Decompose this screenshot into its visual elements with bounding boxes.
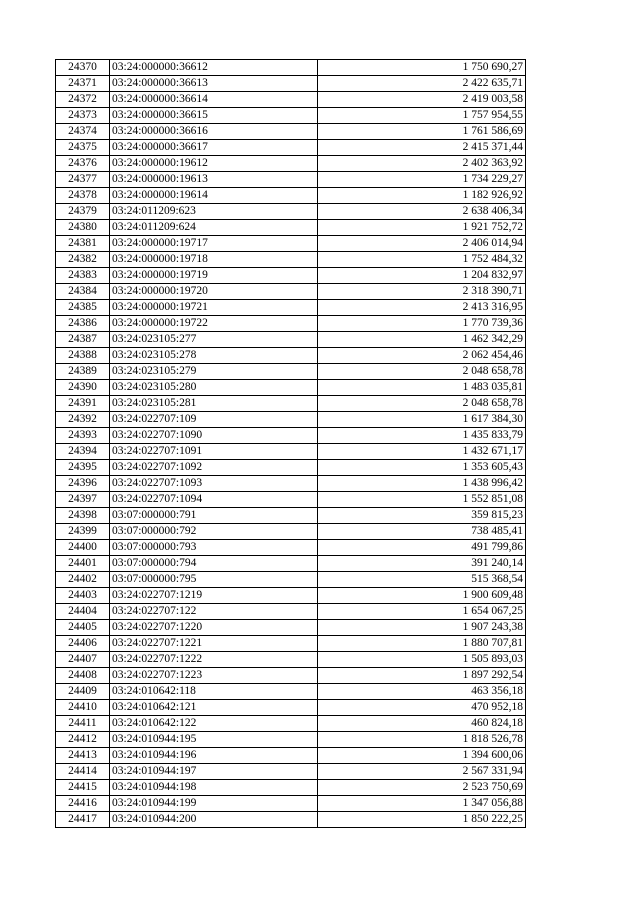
row-number-cell: 24394 [56,444,110,460]
cadastral-number-cell: 03:24:000000:19718 [110,252,318,268]
cadastral-number-cell: 03:24:010944:198 [110,780,318,796]
cadastral-number-cell: 03:24:023105:280 [110,380,318,396]
cadastral-number-cell: 03:24:022707:1222 [110,652,318,668]
cadastral-value-table [55,59,526,828]
table-row [56,380,526,396]
row-number-cell: 24372 [56,92,110,108]
cadastral-value-cell: 359 815,23 [318,508,526,524]
cadastral-value-cell: 1 818 526,78 [318,732,526,748]
table-row [56,364,526,380]
table-row [56,812,526,828]
cadastral-value-cell: 1 654 067,25 [318,604,526,620]
row-number-cell: 24415 [56,780,110,796]
row-number-cell: 24397 [56,492,110,508]
table-row [56,748,526,764]
row-number-cell: 24417 [56,812,110,828]
cadastral-value-cell: 1 353 605,43 [318,460,526,476]
cadastral-number-cell: 03:24:010642:118 [110,684,318,700]
cadastral-number-cell: 03:24:000000:19721 [110,300,318,316]
cadastral-number-cell: 03:24:000000:19613 [110,172,318,188]
row-number-cell: 24396 [56,476,110,492]
table-row [56,540,526,556]
row-number-cell: 24381 [56,236,110,252]
row-number-cell: 24400 [56,540,110,556]
table-row [56,316,526,332]
cadastral-value-cell: 1 438 996,42 [318,476,526,492]
cadastral-number-cell: 03:24:000000:36612 [110,60,318,76]
row-number-cell: 24409 [56,684,110,700]
cadastral-value-cell: 2 415 371,44 [318,140,526,156]
cadastral-value-cell: 1 617 384,30 [318,412,526,428]
table-row [56,460,526,476]
cadastral-value-cell: 1 394 600,06 [318,748,526,764]
row-number-cell: 24380 [56,220,110,236]
cadastral-number-cell: 03:24:023105:277 [110,332,318,348]
row-number-cell: 24384 [56,284,110,300]
cadastral-value-cell: 1 435 833,79 [318,428,526,444]
table-row [56,108,526,124]
cadastral-number-cell: 03:24:011209:624 [110,220,318,236]
table-row [56,652,526,668]
row-number-cell: 24395 [56,460,110,476]
cadastral-number-cell: 03:24:023105:278 [110,348,318,364]
cadastral-value-cell: 738 485,41 [318,524,526,540]
row-number-cell: 24370 [56,60,110,76]
cadastral-number-cell: 03:24:000000:36615 [110,108,318,124]
cadastral-value-cell: 2 048 658,78 [318,396,526,412]
row-number-cell: 24405 [56,620,110,636]
row-number-cell: 24385 [56,300,110,316]
row-number-cell: 24377 [56,172,110,188]
table-body [56,60,526,828]
table-row [56,172,526,188]
table-row [56,396,526,412]
cadastral-value-cell: 1 761 586,69 [318,124,526,140]
cadastral-value-cell: 1 900 609,48 [318,588,526,604]
row-number-cell: 24407 [56,652,110,668]
cadastral-value-cell: 1 432 671,17 [318,444,526,460]
row-number-cell: 24386 [56,316,110,332]
table-row [56,700,526,716]
row-number-cell: 24416 [56,796,110,812]
cadastral-value-cell: 1 880 707,81 [318,636,526,652]
row-number-cell: 24410 [56,700,110,716]
cadastral-value-cell: 1 770 739,36 [318,316,526,332]
table-row [56,124,526,140]
table-row [56,716,526,732]
cadastral-number-cell: 03:24:000000:19612 [110,156,318,172]
cadastral-number-cell: 03:07:000000:791 [110,508,318,524]
table-row [56,140,526,156]
table-row [56,60,526,76]
cadastral-value-cell: 2 523 750,69 [318,780,526,796]
cadastral-value-cell: 1 734 229,27 [318,172,526,188]
cadastral-value-cell: 1 182 926,92 [318,188,526,204]
cadastral-number-cell: 03:24:011209:623 [110,204,318,220]
table-row [56,684,526,700]
row-number-cell: 24412 [56,732,110,748]
row-number-cell: 24390 [56,380,110,396]
row-number-cell: 24408 [56,668,110,684]
cadastral-value-cell: 2 406 014,94 [318,236,526,252]
table-row [56,332,526,348]
cadastral-value-cell: 2 567 331,94 [318,764,526,780]
row-number-cell: 24413 [56,748,110,764]
cadastral-number-cell: 03:24:022707:1094 [110,492,318,508]
cadastral-value-cell: 1 204 832,97 [318,268,526,284]
cadastral-number-cell: 03:24:000000:19614 [110,188,318,204]
table-row [56,556,526,572]
cadastral-number-cell: 03:24:022707:1093 [110,476,318,492]
cadastral-number-cell: 03:24:000000:36613 [110,76,318,92]
row-number-cell: 24411 [56,716,110,732]
row-number-cell: 24401 [56,556,110,572]
table-row [56,300,526,316]
row-number-cell: 24398 [56,508,110,524]
row-number-cell: 24399 [56,524,110,540]
row-number-cell: 24374 [56,124,110,140]
row-number-cell: 24376 [56,156,110,172]
cadastral-value-cell: 391 240,14 [318,556,526,572]
cadastral-number-cell: 03:24:000000:19717 [110,236,318,252]
table-row [56,764,526,780]
row-number-cell: 24387 [56,332,110,348]
cadastral-value-cell: 1 921 752,72 [318,220,526,236]
row-number-cell: 24414 [56,764,110,780]
table-row [56,268,526,284]
cadastral-number-cell: 03:07:000000:792 [110,524,318,540]
row-number-cell: 24383 [56,268,110,284]
cadastral-number-cell: 03:24:022707:109 [110,412,318,428]
row-number-cell: 24378 [56,188,110,204]
table-row [56,252,526,268]
cadastral-value-cell: 463 356,18 [318,684,526,700]
row-number-cell: 24402 [56,572,110,588]
cadastral-value-cell: 515 368,54 [318,572,526,588]
table-row [56,236,526,252]
table-row [56,524,526,540]
table-row [56,604,526,620]
cadastral-value-cell: 1 750 690,27 [318,60,526,76]
table-row [56,204,526,220]
cadastral-value-cell: 1 462 342,29 [318,332,526,348]
cadastral-number-cell: 03:24:022707:122 [110,604,318,620]
cadastral-number-cell: 03:07:000000:793 [110,540,318,556]
cadastral-value-cell: 1 897 292,54 [318,668,526,684]
cadastral-number-cell: 03:07:000000:794 [110,556,318,572]
cadastral-number-cell: 03:24:010642:121 [110,700,318,716]
table-row [56,780,526,796]
table-row [56,508,526,524]
cadastral-value-cell: 460 824,18 [318,716,526,732]
cadastral-number-cell: 03:24:023105:279 [110,364,318,380]
table-row [56,348,526,364]
table-row [56,284,526,300]
cadastral-number-cell: 03:24:022707:1092 [110,460,318,476]
cadastral-number-cell: 03:24:010944:196 [110,748,318,764]
cadastral-number-cell: 03:24:022707:1091 [110,444,318,460]
table-row [56,188,526,204]
table-row [56,492,526,508]
table-row [56,732,526,748]
cadastral-number-cell: 03:24:010642:122 [110,716,318,732]
cadastral-number-cell: 03:24:022707:1223 [110,668,318,684]
table-row [56,76,526,92]
table-row [56,572,526,588]
cadastral-number-cell: 03:24:010944:197 [110,764,318,780]
cadastral-value-cell: 1 505 893,03 [318,652,526,668]
table-row [56,92,526,108]
cadastral-number-cell: 03:24:023105:281 [110,396,318,412]
cadastral-value-cell: 2 048 658,78 [318,364,526,380]
cadastral-number-cell: 03:24:000000:19720 [110,284,318,300]
cadastral-value-cell: 2 422 635,71 [318,76,526,92]
table-row [56,588,526,604]
table-row [56,796,526,812]
cadastral-number-cell: 03:24:022707:1221 [110,636,318,652]
cadastral-number-cell: 03:07:000000:795 [110,572,318,588]
cadastral-number-cell: 03:24:010944:199 [110,796,318,812]
cadastral-number-cell: 03:24:000000:36617 [110,140,318,156]
cadastral-number-cell: 03:24:010944:195 [110,732,318,748]
table-row [56,668,526,684]
row-number-cell: 24373 [56,108,110,124]
cadastral-value-cell: 2 402 363,92 [318,156,526,172]
table-row [56,444,526,460]
table-row [56,220,526,236]
row-number-cell: 24406 [56,636,110,652]
row-number-cell: 24404 [56,604,110,620]
row-number-cell: 24391 [56,396,110,412]
table-row [56,476,526,492]
cadastral-value-cell: 1 757 954,55 [318,108,526,124]
row-number-cell: 24379 [56,204,110,220]
row-number-cell: 24388 [56,348,110,364]
row-number-cell: 24371 [56,76,110,92]
row-number-cell: 24375 [56,140,110,156]
table-row [56,412,526,428]
cadastral-value-cell: 470 952,18 [318,700,526,716]
row-number-cell: 24392 [56,412,110,428]
cadastral-number-cell: 03:24:010944:200 [110,812,318,828]
cadastral-value-cell: 2 638 406,34 [318,204,526,220]
table-row [56,636,526,652]
cadastral-number-cell: 03:24:022707:1219 [110,588,318,604]
table-row [56,156,526,172]
table-row [56,428,526,444]
cadastral-value-cell: 2 419 003,58 [318,92,526,108]
cadastral-number-cell: 03:24:000000:19719 [110,268,318,284]
row-number-cell: 24403 [56,588,110,604]
table-row [56,620,526,636]
row-number-cell: 24382 [56,252,110,268]
cadastral-value-cell: 1 850 222,25 [318,812,526,828]
cadastral-value-cell: 2 062 454,46 [318,348,526,364]
row-number-cell: 24393 [56,428,110,444]
cadastral-value-cell: 1 347 056,88 [318,796,526,812]
cadastral-value-cell: 2 318 390,71 [318,284,526,300]
cadastral-value-cell: 491 799,86 [318,540,526,556]
cadastral-value-cell: 1 483 035,81 [318,380,526,396]
cadastral-value-cell: 1 752 484,32 [318,252,526,268]
cadastral-number-cell: 03:24:022707:1220 [110,620,318,636]
cadastral-number-cell: 03:24:000000:19722 [110,316,318,332]
row-number-cell: 24389 [56,364,110,380]
cadastral-value-cell: 2 413 316,95 [318,300,526,316]
cadastral-value-cell: 1 552 851,08 [318,492,526,508]
cadastral-value-cell: 1 907 243,38 [318,620,526,636]
cadastral-number-cell: 03:24:000000:36616 [110,124,318,140]
cadastral-number-cell: 03:24:000000:36614 [110,92,318,108]
cadastral-number-cell: 03:24:022707:1090 [110,428,318,444]
